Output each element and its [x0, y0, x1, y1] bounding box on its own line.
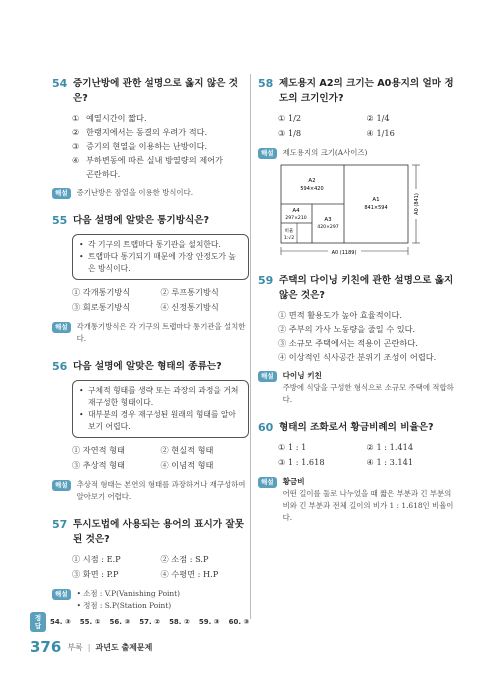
question-59: [258, 273, 455, 406]
question-number: 57: [52, 518, 68, 531]
question-54: [52, 76, 249, 199]
a4-label: A4: [292, 208, 300, 214]
question-text: 주택의 다이닝 키친에 관한 설명으로 옳지 않은 것은?: [279, 275, 454, 301]
option[interactable]: ④ 이념적 형태: [160, 460, 214, 470]
option[interactable]: ① 1/2: [278, 113, 302, 123]
explanation: 해설 다이닝 키친 주방에 식당을 구성한 형식으로 소규모 주택에 적합하다.: [258, 370, 455, 406]
right-column: [258, 76, 455, 538]
explanation-tag: 해설: [258, 371, 277, 382]
option[interactable]: ② 주부의 가사 노동량을 줄일 수 있다.: [278, 324, 416, 334]
explanation-tag: 해설: [258, 148, 277, 159]
footer-separator: |: [87, 642, 91, 652]
option[interactable]: ③ 1/8: [278, 128, 302, 138]
ratio-label: 비율: [284, 229, 294, 234]
answer-item: 60. ③: [228, 618, 250, 626]
answer-item: 54. ③: [50, 618, 71, 626]
width-label: A0 (1189): [331, 250, 357, 256]
height-label: A0 (841): [414, 193, 420, 215]
option[interactable]: ④ 1 : 3.141: [366, 457, 414, 467]
question-text: 증기난방에 관한 설명으로 옳지 않은 것은?: [73, 78, 238, 104]
section-label: 부록: [67, 642, 83, 652]
option[interactable]: ① 예열시간이 짧다.: [72, 113, 147, 123]
question-56: [52, 359, 249, 503]
option[interactable]: ③ 1 : 1.618: [278, 457, 325, 467]
answer-item: 57. ②: [139, 618, 161, 626]
question-number: 59: [258, 274, 274, 287]
explanation-tag: 해설: [52, 589, 71, 600]
question-57: [52, 517, 249, 612]
a3-size: 420×297: [317, 225, 339, 230]
question-number: 55: [52, 214, 68, 227]
option[interactable]: ② 현실적 형태: [160, 445, 214, 455]
option[interactable]: ④ 부하변동에 따른 실내 방열량의 제어가: [72, 155, 223, 165]
option[interactable]: ④ 1/16: [366, 128, 395, 138]
condition-box: • 각 기구의 트랩마다 통기관을 설치한다. • 트랩마다 통기되기 때문에 가장 안정도가 높은 방식이다.: [72, 234, 249, 280]
a4-size: 297×210: [285, 216, 307, 221]
options: [72, 443, 249, 473]
a3-label: A3: [324, 217, 332, 223]
option[interactable]: ① 자연적 형태: [72, 445, 125, 455]
option[interactable]: ② 소점 : S.P: [160, 554, 209, 564]
footer-title: 과년도 출제문제: [95, 642, 153, 652]
explanation-tag: 해설: [52, 322, 71, 333]
explanation: 해설 추상적 형태는 본연의 형태를 과장하거나 재구성하여 알아보기 어렵다.: [52, 479, 249, 503]
option[interactable]: ② 1/4: [366, 113, 390, 123]
answer-item: 59. ③: [198, 618, 220, 626]
question-text: 투시도법에 사용되는 용어의 표시가 잘못된 것은?: [73, 519, 244, 545]
question-text: 다음 설명에 알맞은 형태의 종류는?: [73, 361, 222, 372]
option[interactable]: ④ 수평면 : H.P: [160, 569, 219, 579]
option[interactable]: ① 시점 : E.P: [72, 554, 121, 564]
options: [72, 111, 249, 181]
column-divider: [250, 74, 251, 619]
explanation-tag: 해설: [258, 477, 277, 488]
option-continuation: 곤란하다.: [86, 169, 121, 179]
option[interactable]: ④ 신정통기방식: [160, 302, 219, 312]
question-text: 제도용지 A2의 크기는 A0용지의 얼마 정도의 크기인가?: [279, 78, 454, 104]
option[interactable]: ① 각개통기방식: [72, 287, 131, 297]
options: [72, 552, 249, 582]
options: [278, 111, 455, 141]
options: [72, 285, 249, 315]
option[interactable]: ③ 회로통기방식: [72, 302, 131, 312]
question-text: 형태의 조화로서 황금비례의 비율은?: [279, 422, 434, 433]
left-column: [52, 76, 249, 626]
explanation: 해설 • 소점 : V.P(Vanishing Point) • 정점 : S.P(Station Point): [52, 588, 249, 612]
explanation-tag: 해설: [52, 188, 71, 199]
question-55: [52, 213, 249, 345]
option[interactable]: ② 한랭지에서는 동결의 우려가 적다.: [72, 127, 208, 137]
answer-item: 56. ③: [109, 618, 131, 626]
option[interactable]: ③ 소규모 주택에서는 적용이 곤란하다.: [278, 338, 418, 348]
question-number: 60: [258, 421, 274, 434]
answer-tag: 정답: [30, 612, 46, 632]
page-number: 376: [30, 638, 62, 656]
page-footer: [30, 638, 152, 656]
option[interactable]: ② 1 : 1.414: [366, 442, 414, 452]
option[interactable]: ③ 추상적 형태: [72, 460, 125, 470]
option[interactable]: ② 루프통기방식: [160, 287, 219, 297]
answer-item: 58. ②: [169, 618, 190, 626]
options: [278, 308, 455, 364]
explanation: 해설 제도용지의 크기(A사이즈): [258, 147, 455, 159]
explanation: 해설 각개통기방식은 각 기구의 트랩마다 통기관을 설치한다.: [52, 321, 249, 345]
explanation: 해설 황금비 어떤 길이를 둘로 나누었을 때 짧은 부분과 긴 부분의 비와 긴 부분과 전체 길이의 비가 1 : 1.618인 비율이다.: [258, 476, 455, 524]
question-number: 58: [258, 77, 274, 90]
option[interactable]: ③ 화면 : P.P: [72, 569, 119, 579]
options: [278, 440, 455, 470]
ratio-value: 1:√2: [283, 236, 295, 241]
question-number: 56: [52, 360, 68, 373]
condition-box: • 구체적 형태를 생략 또는 과장의 과정을 거쳐 재구성한 형태이다. • 대부분의 경우 재구성된 원래의 형태를 알아보기 어렵다.: [72, 380, 249, 438]
answer-key: [30, 612, 249, 632]
a2-label: A2: [308, 178, 316, 184]
paper-size-diagram: [278, 163, 455, 263]
question-58: [258, 76, 455, 263]
option[interactable]: ① 면적 활용도가 높아 효율적이다.: [278, 310, 403, 320]
option[interactable]: ① 1 : 1: [278, 442, 307, 452]
a2-size: 594×420: [300, 186, 324, 192]
answer-item: 55. ①: [79, 618, 101, 626]
explanation-tag: 해설: [52, 480, 71, 491]
a1-label: A1: [372, 197, 380, 203]
explanation: 해설 증기난방은 잠열을 이용한 방식이다.: [52, 187, 249, 199]
question-number: 54: [52, 77, 68, 90]
a1-size: 841×594: [364, 205, 388, 211]
option[interactable]: ③ 증기의 현열을 이용하는 난방이다.: [72, 141, 208, 151]
question-text: 다음 설명에 알맞은 통기방식은?: [73, 215, 210, 226]
option[interactable]: ④ 이상적인 식사공간 분위기 조성이 어렵다.: [278, 352, 437, 362]
question-60: [258, 420, 455, 524]
